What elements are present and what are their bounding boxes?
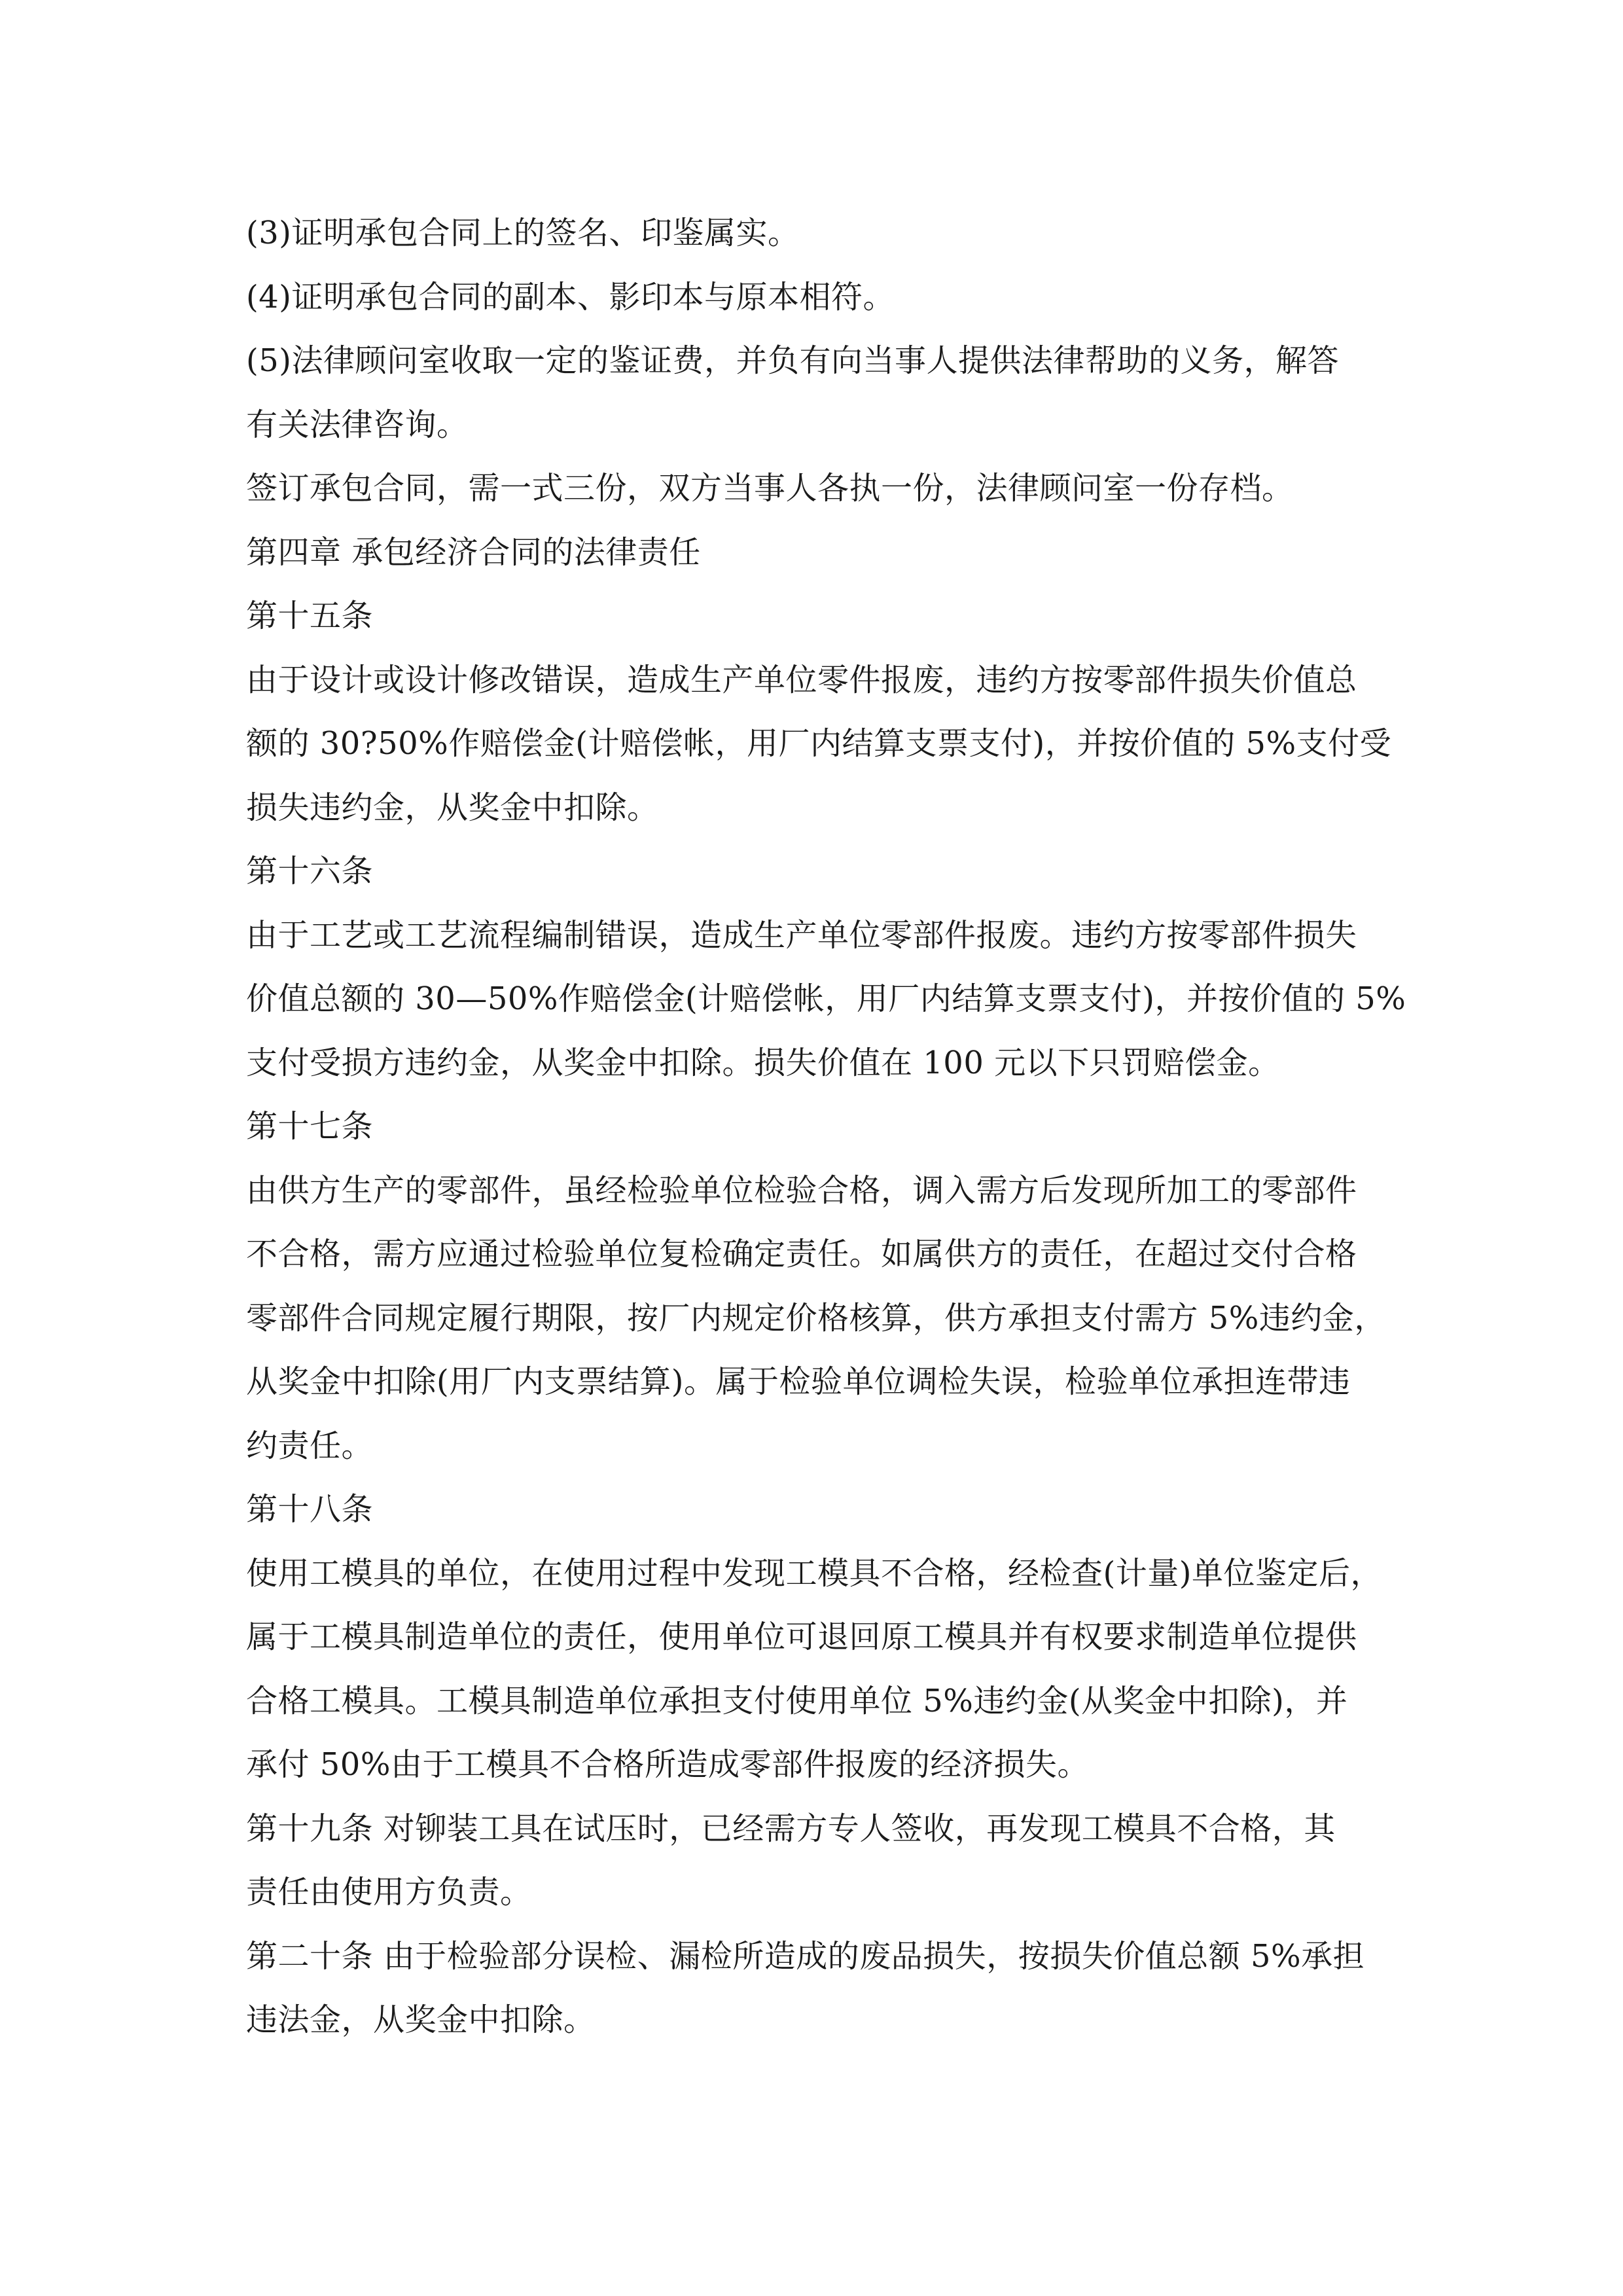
article-paragraph: 第十九条 对铆装工具在试压时，已经需方专人签收，再发现工模具不合格，其 bbox=[246, 1810, 1336, 1847]
text-line: 额的 30?50%作赔偿金(计赔偿帐，用厂内结算支票支付)，并按价值的 5%支付受 bbox=[246, 725, 1392, 762]
text-line: (4)证明承包合同的副本、影印本与原本相符。 bbox=[246, 278, 895, 315]
text-line: 由于设计或设计修改错误，造成生产单位零件报废，违约方按零部件损失价值总 bbox=[246, 661, 1357, 698]
text-line: 合格工模具。工模具制造单位承担支付使用单位 5%违约金(从奖金中扣除)，并 bbox=[246, 1682, 1348, 1719]
document-body bbox=[246, 202, 1406, 2053]
text-line: 价值总额的 30—50%作赔偿金(计赔偿帐，用厂内结算支票支付)，并按价值的 5% bbox=[246, 980, 1406, 1017]
text-line: 支付受损方违约金，从奖金中扣除。损失价值在 100 元以下只罚赔偿金。 bbox=[246, 1044, 1280, 1081]
text-line: 不合格，需方应通过检验单位复检确定责任。如属供方的责任，在超过交付合格 bbox=[246, 1236, 1357, 1272]
text-line: (5)法律顾问室收取一定的鉴证费，并负有向当事人提供法律帮助的义务，解答 bbox=[246, 342, 1339, 379]
text-line: 由供方生产的零部件，虽经检验单位检验合格，调入需方后发现所加工的零部件 bbox=[246, 1172, 1357, 1209]
chapter-heading: 第四章 承包经济合同的法律责任 bbox=[246, 533, 701, 571]
text-line: 使用工模具的单位，在使用过程中发现工模具不合格，经检查(计量)单位鉴定后， bbox=[246, 1554, 1382, 1592]
article-heading: 第十五条 bbox=[246, 598, 374, 634]
text-line: 零部件合同规定履行期限，按厂内规定价格核算，供方承担支付需方 5%违约金， bbox=[246, 1299, 1386, 1336]
text-line: 承付 50%由于工模具不合格所造成零部件报废的经济损失。 bbox=[246, 1746, 1089, 1783]
text-line: 由于工艺或工艺流程编制错误，造成生产单位零部件报废。违约方按零部件损失 bbox=[246, 916, 1357, 954]
text-line: 签订承包合同，需一式三份，双方当事人各执一份，法律顾问室一份存档。 bbox=[246, 470, 1294, 507]
text-line: 责任由使用方负责。 bbox=[246, 1874, 532, 1910]
text-line: 有关法律咨询。 bbox=[246, 406, 469, 443]
article-paragraph: 第二十条 由于检验部分误检、漏检所造成的废品损失，按损失价值总额 5%承担 bbox=[246, 1937, 1365, 1975]
text-line: 从奖金中扣除(用厂内支票结算)。属于检验单位调检失误，检验单位承担连带违 bbox=[246, 1363, 1351, 1400]
article-heading: 第十八条 bbox=[246, 1491, 374, 1528]
article-heading: 第十六条 bbox=[246, 853, 374, 889]
text-line: (3)证明承包合同上的签名、印鉴属实。 bbox=[246, 215, 800, 251]
article-heading: 第十七条 bbox=[246, 1108, 374, 1145]
text-line: 属于工模具制造单位的责任，使用单位可退回原工模具并有权要求制造单位提供 bbox=[246, 1619, 1357, 1655]
text-line: 违法金，从奖金中扣除。 bbox=[246, 2001, 596, 2038]
text-line: 损失违约金，从奖金中扣除。 bbox=[246, 789, 659, 826]
text-line: 约责任。 bbox=[246, 1427, 374, 1464]
